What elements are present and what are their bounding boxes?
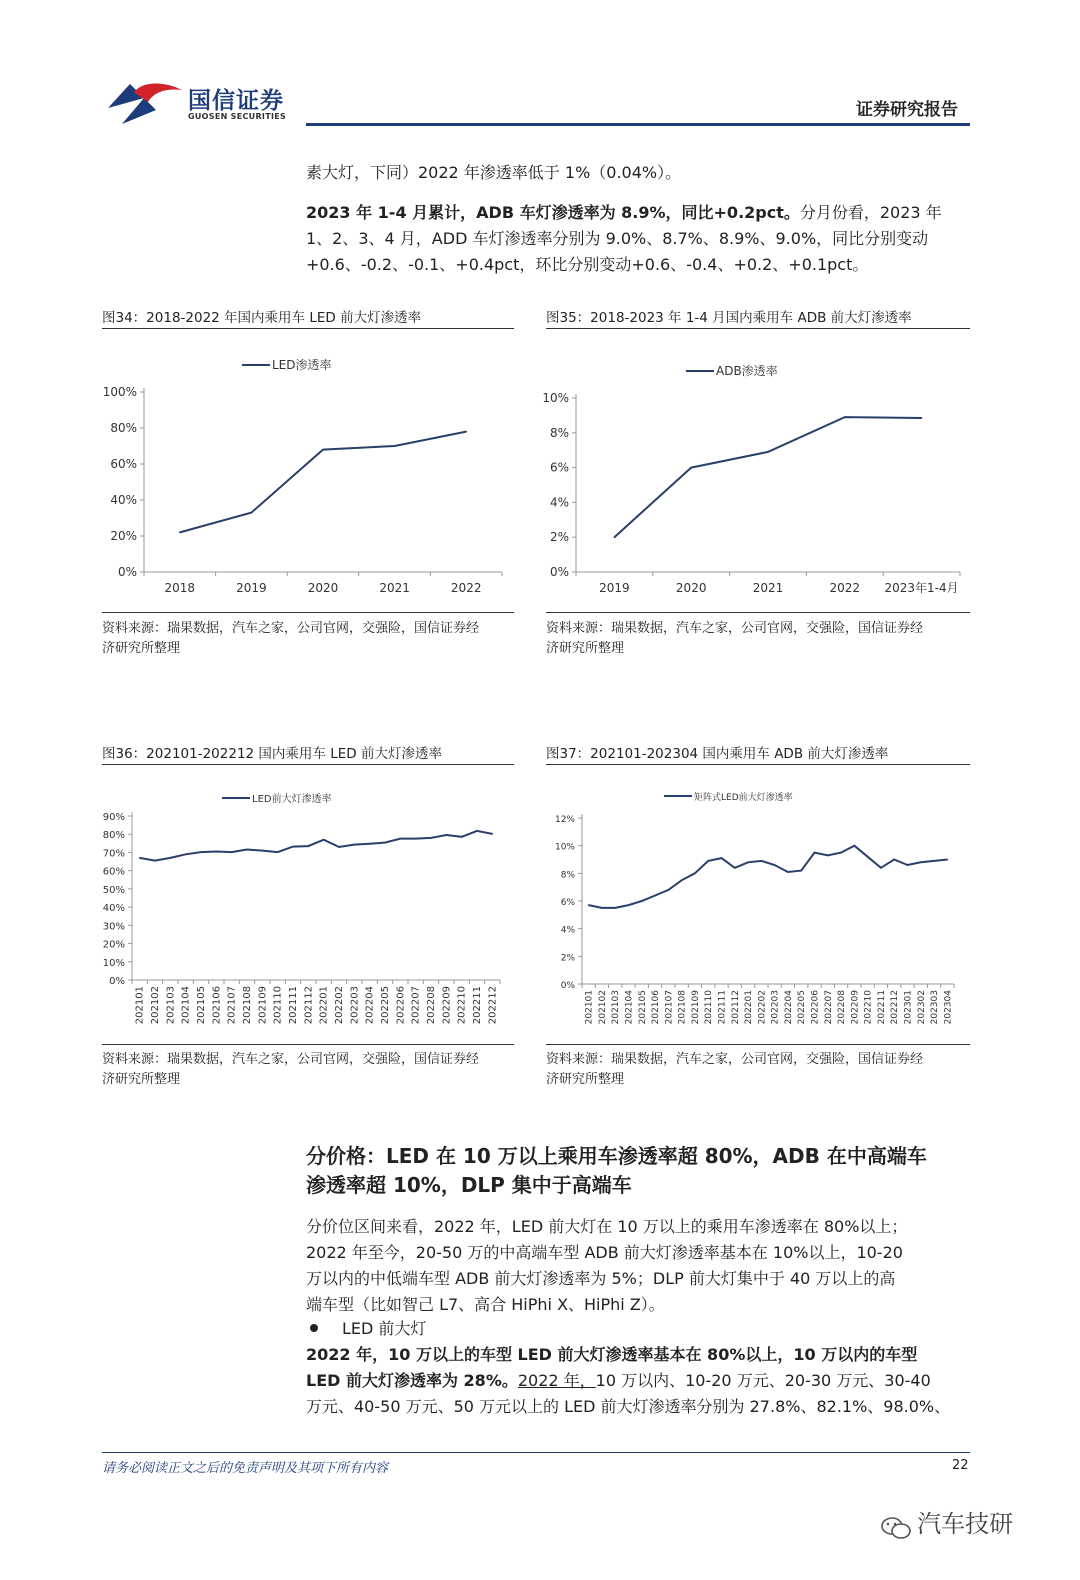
x-tick-label: 2023年1-4月 [884, 581, 959, 595]
x-tick-label: 202212 [890, 990, 901, 1025]
data-point [893, 859, 895, 861]
x-tick-label: 202104 [624, 990, 635, 1025]
y-tick-label: 40% [110, 493, 137, 507]
header-rule [306, 123, 970, 126]
figure-36-source: 资料来源：瑞果数据，汽车之家，公司官网，交强险，国信证券经 济研究所整理 [102, 1052, 480, 1087]
figure-36-title: 图36：202101-202212 国内乘用车 LED 前大灯渗透率 [102, 746, 442, 762]
data-point [747, 861, 749, 863]
data-point [308, 845, 310, 847]
data-point [787, 871, 789, 873]
x-tick-label: 2020 [307, 581, 339, 595]
data-point [492, 833, 494, 835]
y-tick-label: 10% [554, 842, 575, 853]
data-point [415, 838, 417, 840]
x-tick-label: 202110 [272, 986, 284, 1025]
data-point [707, 860, 709, 862]
x-tick-label: 2019 [236, 581, 267, 595]
data-point [734, 867, 736, 869]
x-tick-label: 202101 [584, 990, 595, 1025]
chart-f34 [102, 340, 514, 602]
y-tick-label: 40% [102, 903, 125, 915]
x-tick-label: 202112 [730, 990, 741, 1025]
x-tick-label: 2018 [164, 581, 196, 595]
data-point [200, 851, 202, 853]
y-tick-label: 2% [549, 530, 569, 545]
data-point [461, 836, 463, 838]
figure-34-title: 图34：2018-2022 年国内乘用车 LED 前大灯渗透率 [102, 310, 422, 326]
y-tick-label: 90% [102, 812, 125, 823]
y-tick-label: 0% [117, 565, 137, 579]
y-tick-label: 2% [560, 953, 575, 964]
x-tick-label: 202304 [943, 990, 954, 1025]
x-tick-label: 202203 [349, 986, 361, 1025]
x-tick-label: 2019 [599, 581, 630, 595]
x-tick-label: 202107 [664, 990, 675, 1025]
figure-34-bottom-rule [102, 612, 514, 613]
data-point [721, 857, 723, 859]
y-tick-label: 8% [560, 870, 575, 881]
y-tick-label: 0% [109, 976, 125, 987]
x-tick-label: 202102 [150, 986, 161, 1025]
data-point [880, 867, 882, 869]
chart-f37 [546, 776, 970, 1038]
data-point [767, 451, 769, 453]
legend-label: LED渗透率 [272, 358, 332, 372]
series-line [180, 432, 466, 533]
x-tick-label: 202110 [704, 990, 715, 1025]
data-point [216, 851, 218, 853]
figure-36-bottom-rule [102, 1044, 514, 1045]
data-point [800, 870, 802, 872]
x-tick-label: 202111 [717, 990, 728, 1025]
section-paragraph-2: 2022 年，10 万以上的车型 LED 前大灯渗透率基本在 80%以上，10 万以内的车型 LED 前大灯渗透率为 28%。2022 年，10 万以内、10-20 万元、20-30 万元、30-40 万元、40-50 万元、50 万元以上的 LED 前大灯渗透率分别为 27.8%、82.1%、98.0%、 [306, 1345, 951, 1416]
x-tick-label: 202201 [318, 986, 330, 1025]
data-point [139, 857, 141, 859]
wechat-icon [880, 1515, 912, 1541]
x-tick-label: 202108 [242, 986, 253, 1025]
x-tick-label: 202109 [690, 990, 701, 1025]
x-tick-label: 202209 [441, 986, 453, 1025]
data-point [338, 846, 340, 848]
intro-line-3: +0.6、-0.2、-0.1、+0.4pct，环比分别变动+0.6、-0.4、+0.2、+0.1pct。 [306, 255, 869, 274]
chart-f36 [102, 776, 514, 1038]
figure-34-rule [102, 328, 514, 329]
x-tick-label: 2022 [450, 581, 482, 595]
data-point [354, 844, 356, 846]
logo-cn-text: 国信证券 [188, 88, 284, 114]
x-tick-label: 202204 [783, 990, 794, 1025]
figure-34-source: 资料来源：瑞果数据，汽车之家，公司官网，交强险，国信证券经 济研究所整理 [102, 621, 480, 656]
x-tick-label: 2020 [675, 581, 707, 595]
data-point [907, 864, 909, 866]
data-point [154, 860, 156, 862]
x-tick-label: 202102 [597, 990, 608, 1025]
x-tick-label: 202105 [196, 986, 207, 1025]
data-point [323, 839, 325, 841]
y-tick-label: 4% [560, 925, 575, 936]
figure-37-title: 图37：202101-202304 国内乘用车 ADB 前大灯渗透率 [546, 746, 889, 762]
x-tick-label: 202206 [395, 986, 407, 1025]
y-tick-label: 0% [549, 565, 569, 579]
data-point [588, 904, 590, 906]
x-tick-label: 202210 [456, 986, 468, 1025]
data-point [854, 845, 856, 847]
intro-text: 分月份看，2023 年 [799, 203, 942, 222]
y-tick-label: 80% [110, 421, 137, 435]
data-point [827, 855, 829, 857]
data-point [251, 512, 253, 514]
data-point [761, 860, 763, 862]
y-tick-label: 60% [102, 866, 125, 878]
x-tick-label: 202103 [165, 986, 177, 1025]
section-heading: 分价格：LED 在 10 万以上乘用车渗透率超 80%，ADB 在中高端车 渗透率超 10%，DLP 集中于高端车 [306, 1144, 927, 1197]
x-tick-label: 202208 [426, 986, 437, 1025]
y-tick-label: 20% [110, 529, 137, 543]
intro-bold: 2023 年 1-4 月累计，ADB 车灯渗透率为 8.9%，同比+0.2pct。 [306, 203, 800, 222]
y-tick-label: 30% [102, 921, 125, 933]
watermark-text: 汽车技研 [917, 1510, 1014, 1538]
data-point [179, 532, 181, 534]
x-tick-label: 202303 [930, 990, 941, 1025]
intro-line-2: 1、2、3、4 月，ADD 车灯渗透率分别为 9.0%、8.7%、8.9%、9.0%，同比分别变动 [306, 229, 929, 248]
x-tick-label: 202101 [134, 986, 146, 1025]
y-tick-label: 10% [102, 957, 125, 969]
y-tick-label: 60% [110, 457, 137, 471]
y-tick-label: 80% [102, 830, 125, 842]
legend-label: LED前大灯渗透率 [252, 794, 332, 805]
data-point [400, 838, 402, 840]
data-point [614, 907, 616, 909]
data-point [277, 851, 279, 853]
y-tick-label: 0% [560, 981, 575, 991]
data-point [446, 834, 448, 836]
figure-35-title: 图35：2018-2023 年 1-4 月国内乘用车 ADB 前大灯渗透率 [546, 310, 912, 326]
data-point [322, 449, 324, 451]
data-point [476, 830, 478, 832]
data-point [262, 850, 264, 852]
bullet-item [306, 1316, 426, 1342]
watermark [880, 1504, 1013, 1541]
series-line [589, 846, 948, 908]
data-point [614, 536, 616, 538]
x-tick-label: 202107 [226, 986, 238, 1025]
bullet-label: LED 前大灯 [342, 1319, 427, 1338]
x-tick-label: 202109 [257, 986, 269, 1025]
x-tick-label: 202105 [637, 990, 648, 1025]
data-point [292, 846, 294, 848]
data-point [430, 837, 432, 839]
logo-mark-icon [104, 80, 184, 128]
x-tick-label: 202211 [472, 986, 483, 1025]
y-tick-label: 20% [102, 939, 125, 951]
figure-37-source: 资料来源：瑞果数据，汽车之家，公司官网，交强险，国信证券经 济研究所整理 [546, 1052, 924, 1087]
x-tick-label: 202111 [288, 986, 299, 1025]
data-point [933, 860, 935, 862]
x-tick-label: 202210 [863, 990, 874, 1025]
y-tick-label: 70% [102, 848, 125, 860]
x-tick-label: 202103 [611, 990, 622, 1025]
y-tick-label: 4% [549, 495, 569, 510]
x-tick-label: 202302 [916, 990, 927, 1025]
figure-37-bottom-rule [546, 1044, 970, 1045]
footer-disclaimer: 请务必阅读正文之后的免责声明及其项下所有内容 [102, 1461, 389, 1476]
data-point [814, 852, 816, 854]
x-tick-label: 202106 [651, 990, 662, 1025]
data-point [668, 889, 670, 891]
data-point [920, 861, 922, 863]
data-point [840, 852, 842, 854]
figure-36-rule [102, 764, 514, 765]
y-tick-label: 8% [549, 425, 569, 440]
data-point [369, 843, 371, 845]
data-point [694, 873, 696, 875]
x-tick-label: 202211 [876, 990, 887, 1025]
x-tick-label: 202212 [487, 986, 499, 1025]
figure-35-rule [546, 328, 970, 329]
data-point [690, 467, 692, 469]
x-tick-label: 202108 [677, 990, 688, 1025]
series-line [614, 417, 921, 537]
x-tick-label: 202209 [850, 990, 861, 1025]
x-tick-label: 202301 [903, 990, 914, 1025]
data-point [465, 431, 467, 433]
guosen-logo [104, 80, 294, 128]
data-point [170, 857, 172, 859]
y-tick-label: 100% [102, 385, 137, 399]
x-tick-label: 202207 [410, 986, 422, 1025]
chart-f35 [542, 340, 970, 602]
x-tick-label: 202202 [757, 990, 768, 1025]
x-tick-label: 202202 [334, 986, 345, 1025]
report-type: 证券研究报告 [856, 100, 958, 120]
bullet-dot-icon [310, 1324, 318, 1332]
x-tick-label: 202207 [823, 990, 834, 1025]
data-point [774, 864, 776, 866]
x-tick-label: 202204 [364, 986, 376, 1025]
data-point [628, 904, 630, 906]
data-point [681, 879, 683, 881]
y-tick-label: 6% [560, 898, 575, 908]
data-point [394, 445, 396, 447]
section-paragraph-1: 分价位区间来看，2022 年，LED 前大灯在 10 万以上的乘用车渗透率在 80%以上； 2022 年至今，20-50 万的中高端车型 ADB 前大灯渗透率基本在 10%以上，10-20 万以内的中低端车型 ADB 前大灯渗透率为 5%；DLP 前大灯集中于 40 万以上的高 端车型（比如智己 L7、高合 HiPhi X、HiPhi Z）。 [306, 1217, 908, 1314]
intro-paragraph-2 [306, 200, 976, 278]
data-point [867, 856, 869, 858]
y-tick-label: 50% [102, 884, 125, 896]
figure-37-rule [546, 764, 970, 765]
legend-label: 矩阵式LED前大灯渗透率 [694, 793, 793, 803]
x-tick-label: 202106 [211, 986, 223, 1025]
x-tick-label: 202203 [770, 990, 781, 1025]
x-tick-label: 202201 [744, 990, 755, 1025]
data-point [246, 849, 248, 851]
data-point [601, 907, 603, 909]
data-point [185, 853, 187, 855]
legend-label: ADB渗透率 [716, 364, 778, 378]
x-tick-label: 2021 [752, 581, 784, 595]
figure-35-bottom-rule [546, 612, 970, 613]
data-point [231, 851, 233, 853]
series-line [140, 831, 493, 861]
data-point [654, 895, 656, 897]
x-tick-label: 202104 [180, 986, 192, 1025]
intro-paragraph-1: 素大灯，下同）2022 年渗透率低于 1%（0.04%）。 [306, 163, 682, 182]
x-tick-label: 202205 [797, 990, 808, 1025]
x-tick-label: 202205 [380, 986, 391, 1025]
x-tick-label: 202112 [303, 986, 315, 1025]
logo-en-text: GUOSEN SECURITIES [188, 112, 287, 121]
x-tick-label: 202208 [837, 990, 848, 1025]
data-point [384, 842, 386, 844]
y-tick-label: 6% [549, 460, 569, 475]
x-tick-label: 2022 [829, 581, 861, 595]
y-tick-label: 12% [554, 815, 575, 825]
data-point [921, 417, 923, 419]
footer-rule [102, 1452, 970, 1453]
x-tick-label: 2021 [379, 581, 410, 595]
x-tick-label: 202206 [810, 990, 821, 1025]
data-point [844, 416, 846, 418]
page-number: 22 [952, 1458, 969, 1473]
y-tick-label: 10% [542, 391, 569, 405]
figure-35-source: 资料来源：瑞果数据，汽车之家，公司官网，交强险，国信证券经 济研究所整理 [546, 621, 924, 656]
data-point [947, 859, 949, 861]
data-point [641, 900, 643, 902]
